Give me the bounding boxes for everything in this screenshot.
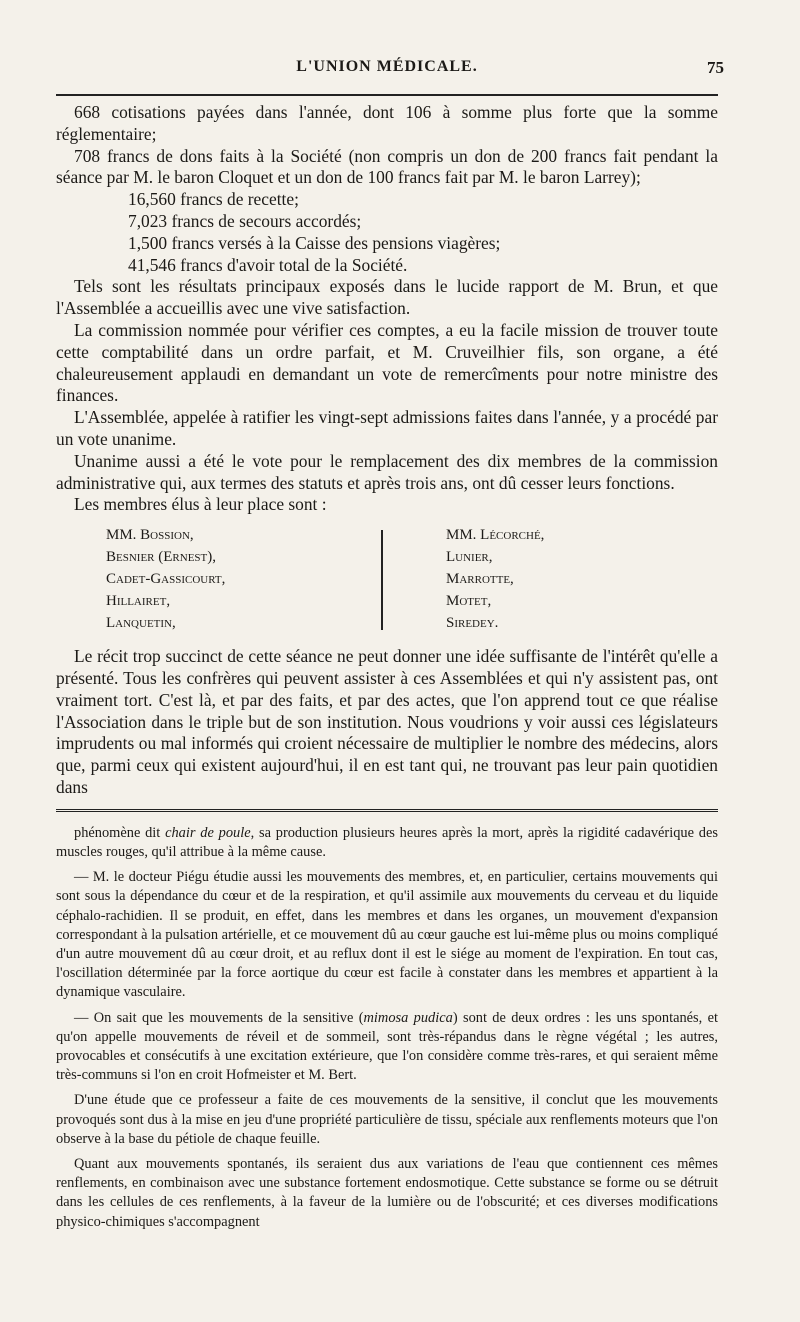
- elected-members-table: [56, 524, 718, 636]
- note-text: , sa production plusieurs heures après la mort, après la rigidité cadavérique des muscles rouges, qu'il attribue à la même cause.: [56, 824, 718, 860]
- journal-page: [56, 58, 724, 1238]
- note-text: ) sont de deux ordres : les uns spontanés, et qu'on appelle mouvements de réveil et de sommeil, sont très-répandus dans le règne végétal ; les autres, provocables et consécutifs à une excitation extérieure, que l'on considère comme très-rares, et qui seraient même très-communs si l'on en croit Hofmeister et M. Bert.: [56, 1009, 718, 1084]
- paragraph-recit: Le récit trop succinct de cette séance ne peut donner une idée suffisante de l'intérêt qu'elle a présenté. Tous les confrères qui peuvent assister à ces Assemblées et qui n'y assistent pas, ont vraiment tort. C'est là, et par des faits, et par des actes, que l'on apprend tout ce que réalise l'Association dans le triple but de son institution. Nous voudrions y voir aussi ces législateurs imprudents ou mal informés qui croient nécessaire de multiplier le nombre des médecins, alors que, parmi ceux qui existent aujourd'hui, il en est tant qui, ne trouvant pas leur pain quotidien dans: [56, 646, 718, 797]
- financial-figures: [56, 189, 718, 276]
- paragraph-vote: Unanime aussi a été le vote pour le remplacement des dix membres de la commission administrative qui, aux termes des statuts et après trois ans, ont dû cesser leurs fonctions.: [56, 450, 718, 493]
- member-name: Marrotte,: [446, 571, 514, 588]
- paragraph-membres-elus: Les membres élus à leur place sont :: [74, 494, 327, 515]
- member-name: Cadet-Gassicourt,: [106, 571, 226, 588]
- paragraph-dons: 708 francs de dons faits à la Société (non compris un don de 200 francs fait pendant la séance par M. le baron Cloquet et un don de 100 francs fait par M. le baron Larrey);: [56, 145, 718, 188]
- note-italic: mimosa pudica: [363, 1009, 453, 1026]
- note-etude: D'une étude que ce professeur a faite de ces mouvements de la sensitive, il conclut que les mouvements provoqués sont dus à la mise en jeu d'une propriété particulière de tissu, spéciale aux renflements moteurs que l'on observe à la base du pétiole de chaque feuille.: [56, 1092, 718, 1147]
- member-name: Siredey.: [446, 615, 499, 632]
- member-name: MM. Bossion,: [106, 527, 194, 544]
- journal-title: L'UNION MÉDICALE.: [296, 58, 478, 75]
- main-text: [56, 102, 718, 516]
- feuilleton-notes: [56, 824, 718, 1232]
- paragraph-commission: La commission nommée pour vérifier ces comptes, a eu la facile mission de trouver toute cette comptabilité dans un ordre parfait, et M. Cruveilhier fils, son organe, a été chaleureusement applaudi en demandant un vote de remercîments pour notre ministre des finances.: [56, 319, 718, 406]
- figure-avoir: 41,546 francs d'avoir total de la Société.: [128, 254, 408, 275]
- member-name: Motet,: [446, 593, 492, 610]
- note-italic: chair de poule: [165, 824, 251, 841]
- note-text: — On sait que les mouvements de la sensitive (: [74, 1009, 364, 1026]
- note-mouvements-spontanes: Quant aux mouvements spontanés, ils seraient dus aux variations de l'eau que contiennent ces mêmes renflements, en combinaison avec une substance fortement endosmotique. Cette substance se forme ou se détruit dans les cellules de ces renflements, à la faveur de la lumière ou de l'obscurité; et ces diverses modifications physico-chimiques s'accompagnent: [56, 1155, 718, 1230]
- members-divider: [381, 530, 383, 630]
- members-right-column: [446, 524, 544, 634]
- paragraph-admissions: L'Assemblée, appelée à ratifier les vingt-sept admissions faites dans l'année, y a procédé par un vote unanime.: [56, 407, 718, 449]
- member-name: Hillairet,: [106, 593, 171, 610]
- note-sensitive: [56, 1009, 718, 1086]
- member-name: Lunier,: [446, 549, 493, 566]
- paragraph-resultats: Tels sont les résultats principaux exposés dans le lucide rapport de M. Brun, et que l'Assemblée a accueillis avec une vive satisfaction.: [56, 276, 718, 319]
- note-chair-de-poule: [56, 824, 718, 862]
- member-name: MM. Lécorché,: [446, 527, 545, 544]
- figure-secours: 7,023 francs de secours accordés;: [128, 210, 362, 231]
- member-name: Lanquetin,: [106, 615, 176, 632]
- note-text: phénomène dit: [74, 824, 166, 841]
- members-left-column: [106, 524, 225, 634]
- note-piegu: — M. le docteur Piégu étudie aussi les mouvements des membres, et, en particulier, certains mouvements qui sont sous la dépendance du cœur et de la respiration, et qu'il assimile aux mouvements du cerveau et du liquide céphalo-rachidien. Il se produit, en effet, dans les membres et dans les organes, un mouvement d'expansion correspondant à la pulsation artérielle, et ce mouvement dû au cœur gauche est lui-même plus ou moins compliqué d'un autre mouvement dû au cœur droit, et au reflux dont il est le siége au moment de l'expiration. En tout cas, l'oscillation déterminée par la force aortique du cœur est facile à constater dans les membres et appartient à la dynamique vasculaire.: [56, 869, 718, 1001]
- figure-recette: 16,560 francs de recette;: [128, 189, 299, 210]
- running-head: [56, 58, 724, 92]
- figure-pensions: 1,500 francs versés à la Caisse des pensions viagères;: [128, 232, 501, 253]
- feuilleton-rule: [56, 809, 718, 814]
- page-number: 75: [707, 58, 724, 77]
- header-rule: [56, 94, 718, 96]
- paragraph-cotisations: 668 cotisations payées dans l'année, dont 106 à somme plus forte que la somme réglementaire;: [56, 102, 718, 144]
- member-name: Besnier (Ernest),: [106, 549, 216, 566]
- main-text-continued: [56, 646, 718, 799]
